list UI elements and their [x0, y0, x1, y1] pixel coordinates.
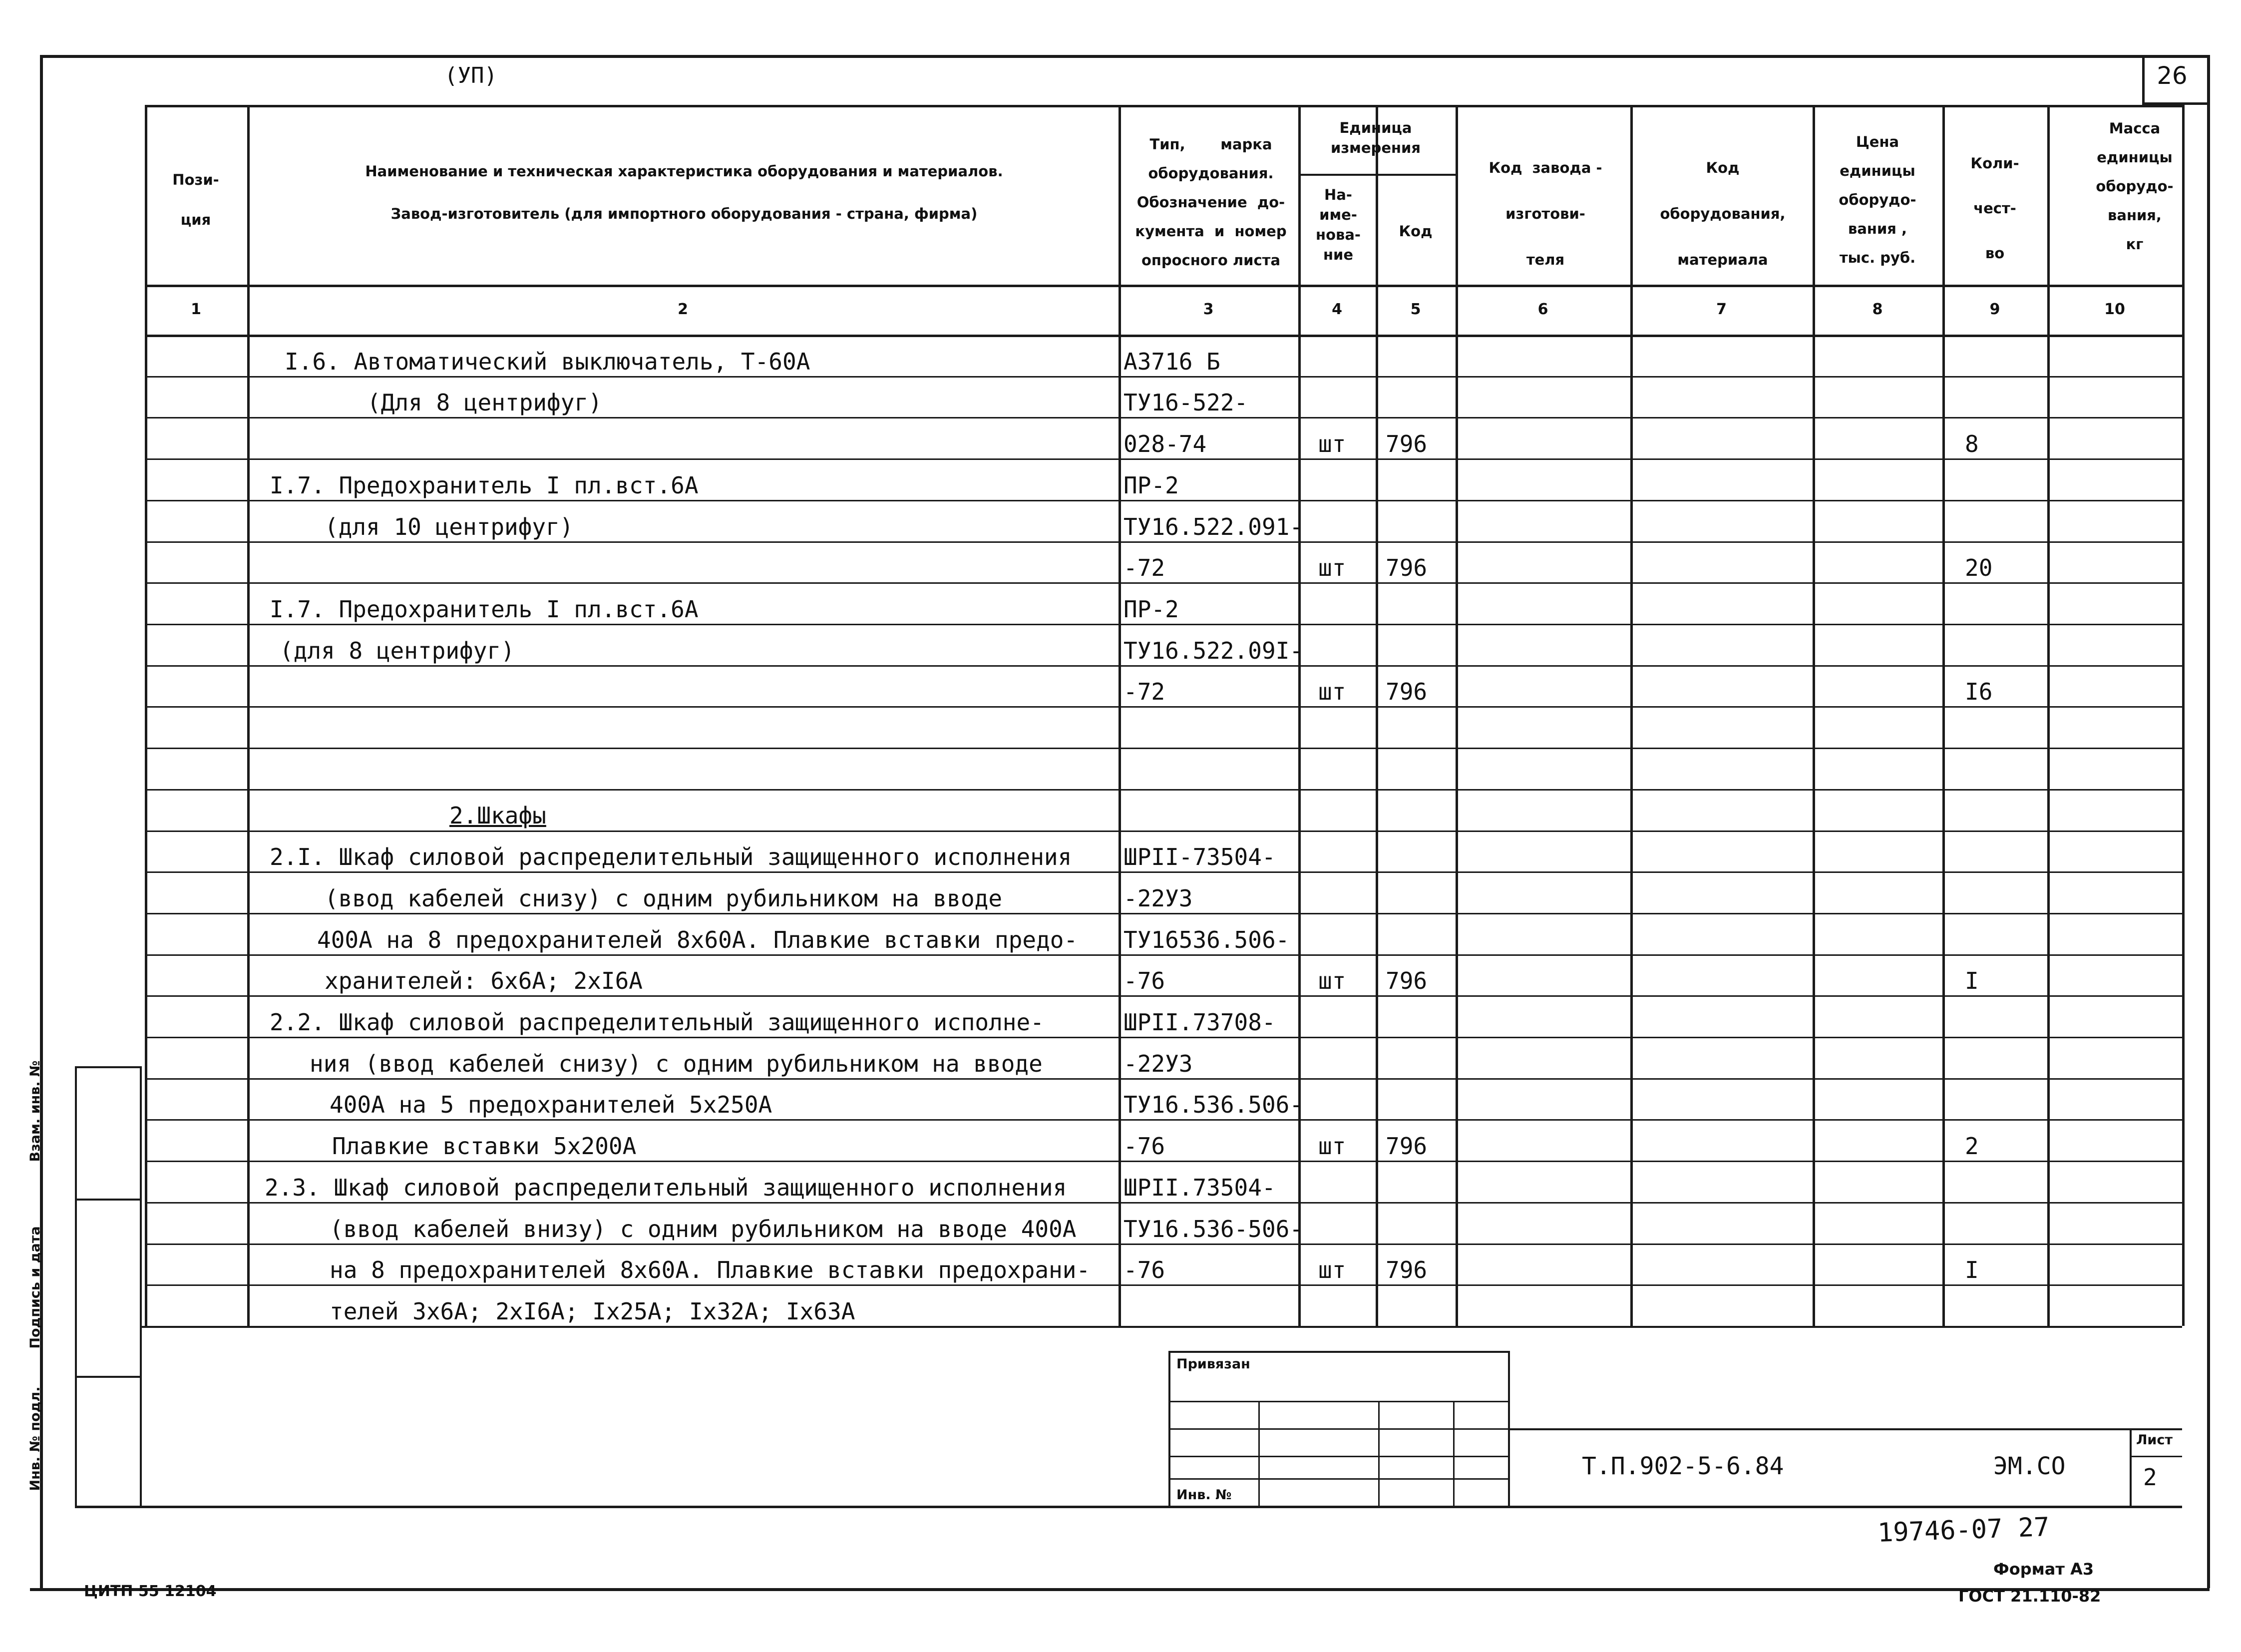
column-number: 5: [1410, 301, 1421, 318]
rule-line: [1376, 105, 1378, 1326]
rule-line: [1456, 105, 1458, 1326]
row-unit-code: 796: [1386, 1256, 1428, 1283]
row-type: ТУ16.522.091-: [1123, 513, 1304, 540]
row-name: I.7. Предохранитель I пл.вст.6А: [270, 596, 699, 623]
format-label: Формат А3: [1993, 1560, 2094, 1579]
rule-line: [2130, 1456, 2182, 1457]
stamp-inv-no: Инв. №: [1176, 1487, 1232, 1503]
row-type: ТУ16.522.09I-: [1123, 637, 1304, 664]
rule-line: [2182, 105, 2185, 1326]
rule-line: [1298, 105, 1301, 1326]
row-type: ТУ16536.506-: [1123, 926, 1290, 953]
rule-line: [145, 1202, 2182, 1204]
rule-line: [145, 871, 2182, 873]
row-name: (для 8 центрифуг): [280, 637, 515, 664]
row-type: -76: [1123, 967, 1165, 994]
row-name: 2.Шкафы: [449, 802, 546, 829]
row-name: I.7. Предохранитель I пл.вст.6А: [270, 472, 699, 499]
row-quantity: I: [1965, 967, 1979, 994]
rule-line: [1453, 1401, 1455, 1506]
row-unit-code: 796: [1386, 678, 1428, 705]
rule-line: [145, 748, 2182, 749]
header-unit-code: Код: [1399, 223, 1433, 240]
rule-line: [145, 1243, 2182, 1245]
row-unit: шт: [1318, 430, 1346, 457]
rule-line: [145, 706, 2182, 708]
rule-line: [145, 954, 2182, 956]
row-type: ТУ16.536-506-: [1123, 1216, 1304, 1242]
rule-line: [1942, 105, 1945, 1326]
rule-line: [1508, 1428, 2182, 1430]
row-type: ШРII.73708-: [1123, 1009, 1276, 1036]
row-type: 028-74: [1123, 430, 1207, 457]
rule-line: [1813, 105, 1815, 1326]
row-quantity: I: [1965, 1256, 1979, 1283]
header-price: Цена единицы оборудо- вания , тыс. руб.: [1839, 133, 1916, 266]
rule-line: [30, 1588, 2210, 1591]
rule-line: [145, 105, 2182, 107]
rule-line: [1168, 1428, 1508, 1430]
row-type: ПР-2: [1123, 596, 1179, 623]
rule-line: [1168, 1456, 1508, 1457]
column-number: 1: [191, 301, 201, 318]
row-type: -22У3: [1123, 1050, 1193, 1077]
row-name: (ввод кабелей внизу) с одним рубильником на вводе 400А: [330, 1216, 1077, 1242]
row-quantity: 8: [1965, 430, 1979, 457]
rule-line: [145, 665, 2182, 667]
rule-line: [2130, 1428, 2132, 1506]
rule-line: [140, 1066, 142, 1506]
rule-line: [1378, 1401, 1380, 1506]
row-unit: шт: [1318, 678, 1346, 705]
row-unit: шт: [1318, 554, 1346, 581]
rule-line: [145, 913, 2182, 914]
side-label-inv-podl: Инв. № подл.: [27, 1386, 43, 1491]
rule-line: [145, 995, 2182, 997]
header-plant-code: Код завода - изготови- теля: [1489, 159, 1602, 268]
row-unit: шт: [1318, 967, 1346, 994]
stamp-list-label: Лист: [2136, 1432, 2173, 1448]
row-type: -72: [1123, 678, 1165, 705]
row-type: ТУ16-522-: [1123, 389, 1248, 416]
row-name: (Для 8 центрифуг): [367, 389, 602, 416]
row-type: А3716 Б: [1123, 348, 1220, 375]
header-name-line1: Наименование и техническая характеристика оборудования и материалов.: [365, 163, 1003, 180]
gost-label: ГОСТ 21.110-82: [1958, 1587, 2101, 1606]
rule-line: [145, 335, 2182, 337]
rule-line: [1168, 1351, 1508, 1353]
side-label-vzam: Взам. инв. №: [27, 1060, 43, 1162]
rule-line: [145, 458, 2182, 460]
rule-line: [40, 55, 2210, 58]
row-name: на 8 предохранителей 8х60А. Плавкие вставки предохрани-: [330, 1256, 1091, 1283]
header-name-line2: Завод-изготовитель (для импортного оборудования - страна, фирма): [390, 205, 978, 222]
rule-line: [145, 541, 2182, 543]
rule-line: [75, 1376, 140, 1378]
column-number: 10: [2104, 301, 2125, 318]
rule-line: [75, 1066, 77, 1506]
row-type: ТУ16.536.506-: [1123, 1091, 1304, 1118]
rule-line: [1298, 174, 1456, 176]
rule-line: [145, 789, 2182, 791]
rule-line: [1168, 1478, 1508, 1480]
row-unit: шт: [1318, 1256, 1346, 1283]
rule-line: [145, 1161, 2182, 1162]
row-name: (ввод кабелей снизу) с одним рубильником на вводе: [325, 885, 1003, 912]
rule-line: [140, 1326, 2182, 1328]
stamp-code: ЭМ.СО: [1993, 1452, 2066, 1480]
row-name: 2.I. Шкаф силовой распределительный защищенного исполнения: [270, 843, 1072, 870]
rule-line: [2207, 55, 2210, 1588]
row-type: ШРII.73504-: [1123, 1174, 1276, 1201]
column-number: 9: [1989, 301, 2000, 318]
header-unit-group: Единица измерения: [1331, 119, 1421, 156]
column-number: 8: [1872, 301, 1883, 318]
row-name: Плавкие вставки 5х200А: [332, 1133, 637, 1160]
rule-line: [1258, 1401, 1260, 1506]
row-quantity: 2: [1965, 1133, 1979, 1160]
header-quantity: Коли- чест- во: [1970, 155, 2019, 262]
row-type: ШРII-73504-: [1123, 843, 1276, 870]
row-name: 400А на 8 предохранителей 8х60А. Плавкие вставки предо-: [317, 926, 1078, 953]
row-name: (для 10 центрифуг): [325, 513, 574, 540]
header-unit-name: На- име- нова- ние: [1316, 186, 1361, 263]
rule-line: [145, 105, 147, 1326]
side-label-podpis: Подпись и дата: [27, 1226, 43, 1349]
row-unit-code: 796: [1386, 967, 1428, 994]
rule-line: [247, 105, 250, 1326]
rule-line: [75, 1199, 140, 1201]
row-name: 2.3. Шкаф силовой распределительный защищенного исполнения: [265, 1174, 1067, 1201]
row-name: 400А на 5 предохранителей 5х250А: [330, 1091, 772, 1118]
rule-line: [75, 1066, 140, 1068]
rule-line: [145, 376, 2182, 378]
header-position: Пози- ция: [172, 171, 219, 228]
page-number: 26: [2157, 62, 2188, 90]
row-type: -76: [1123, 1133, 1165, 1160]
rule-line: [145, 1037, 2182, 1038]
rule-line: [145, 1078, 2182, 1080]
rule-line: [75, 1506, 2182, 1508]
handwritten-number: 19746-07 27: [1877, 1512, 2050, 1548]
footer-citp: ЦИТП 55 12104: [84, 1583, 217, 1600]
rule-line: [2047, 105, 2050, 1326]
row-type: -22У3: [1123, 885, 1193, 912]
row-name: 2.2. Шкаф силовой распределительный защищенного исполне-: [270, 1009, 1044, 1036]
row-unit-code: 796: [1386, 430, 1428, 457]
row-type: -76: [1123, 1256, 1165, 1283]
row-type: ПР-2: [1123, 472, 1179, 499]
row-type: -72: [1123, 554, 1165, 581]
stamp-privyazan: Привязан: [1176, 1356, 1250, 1372]
rule-line: [145, 582, 2182, 584]
rule-line: [145, 624, 2182, 625]
stamp-list-number: 2: [2143, 1464, 2157, 1491]
rule-line: [145, 1119, 2182, 1121]
top-label: (УП): [444, 63, 497, 88]
rule-line: [145, 285, 2182, 287]
row-name: ния (ввод кабелей снизу) с одним рубильником на вводе: [310, 1050, 1043, 1077]
row-unit-code: 796: [1386, 554, 1428, 581]
row-name: хранителей: 6х6А; 2хI6А: [325, 967, 643, 994]
row-unit-code: 796: [1386, 1133, 1428, 1160]
column-number: 6: [1537, 301, 1548, 318]
row-name: телей 3х6А; 2хI6А; Iх25А; Iх32А; Iх63А: [330, 1298, 855, 1325]
stamp-designation: Т.П.902-5-6.84: [1582, 1452, 1784, 1480]
header-equipment-code: Код оборудования, материала: [1660, 159, 1786, 268]
row-name: I.6. Автоматический выключатель, Т-60А: [285, 348, 810, 375]
row-unit: шт: [1318, 1133, 1346, 1160]
rule-line: [1168, 1401, 1508, 1402]
column-number: 4: [1332, 301, 1342, 318]
column-number: 2: [678, 301, 688, 318]
column-number: 3: [1203, 301, 1214, 318]
rule-line: [145, 1284, 2182, 1286]
rule-line: [1630, 105, 1633, 1326]
row-quantity: 20: [1965, 554, 1993, 581]
rule-line: [145, 830, 2182, 832]
row-quantity: I6: [1965, 678, 1993, 705]
header-mass: Масса единицы оборудо- вания, кг: [2096, 120, 2174, 253]
rule-line: [145, 500, 2182, 501]
rule-line: [1119, 105, 1121, 1326]
header-type: Тип, марка оборудования. Обозначение до- кумента и номер опросного листа: [1135, 136, 1287, 269]
rule-line: [145, 417, 2182, 418]
column-number: 7: [1716, 301, 1727, 318]
rule-line: [2142, 55, 2145, 102]
